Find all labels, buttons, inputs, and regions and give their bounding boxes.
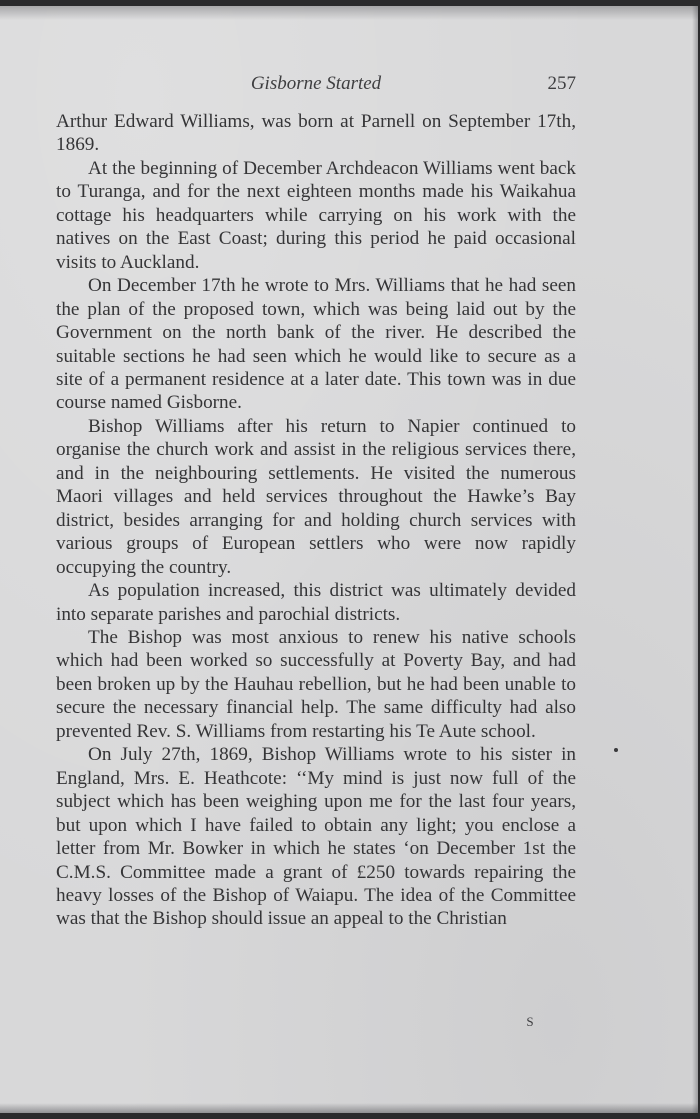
page-top-shadow	[0, 6, 698, 20]
paragraph-6: The Bishop was most anxious to renew his native schools which had been worked so successfully at Poverty Bay, and had been broken up by the Hauhau rebellion, but he had been unable to secure the necessary financial help. The same difficulty had also prevented Rev. S. Williams from restarting his Te Aute school.	[56, 626, 576, 742]
page-right-edge	[692, 6, 698, 1113]
page-bottom-edge	[0, 1103, 698, 1113]
paragraph-7: On July 27th, 1869, Bishop Williams wrote to his sister in England, Mrs. E. Heathcote: ‘‘My mind is just now full of the subject which has been weighing upon me for the last four years, but upon which I have failed to obtain any light; you enclose a letter from Mr. Bowker in which he states ‘on December 1st the C.M.S. Committee made a grant of £250 towards repairing the heavy losses of the Bishop of Waiapu. The idea of the Committee was that the Bishop should issue an appeal to the Christian	[56, 744, 576, 930]
margin-dot	[614, 748, 618, 752]
running-head	[56, 70, 576, 98]
paragraph-2: At the beginning of December Archdeacon Williams went back to Turanga, and for the next eighteen months made his Waikahua cottage his headquarters while carrying on his work with the natives on the East Coast; during this period he paid occasional visits to Auckland.	[56, 157, 576, 273]
paragraph-1: Arthur Edward Williams, was born at Parnell on September 17th, 1869.	[56, 111, 576, 156]
body-text	[56, 110, 576, 931]
paragraph-3: On December 17th he wrote to Mrs. Williams that he had seen the plan of the proposed town, which was being laid out by the Government on the north bank of the river. He described the suitable sections he had seen which he would like to secure as a site of a permanent residence at a later date. This town was in due course named Gisborne.	[56, 275, 576, 414]
running-title: Gisborne Started	[250, 73, 382, 94]
page-number: 257	[547, 73, 576, 94]
signature-mark: S	[526, 1014, 534, 1029]
paragraph-4: Bishop Williams after his return to Napier continued to organise the church work and assist in the religious services there, and in the neighbouring settlements. He visited the numerous Maori villages and held services throughout the Hawke’s Bay district, besides arranging for and holding church services with various groups of European settlers who were now rapidly occupying the country.	[56, 415, 576, 578]
paragraph-5: As population increased, this district was ultimately devided into separate parishes and parochial districts.	[56, 580, 576, 625]
